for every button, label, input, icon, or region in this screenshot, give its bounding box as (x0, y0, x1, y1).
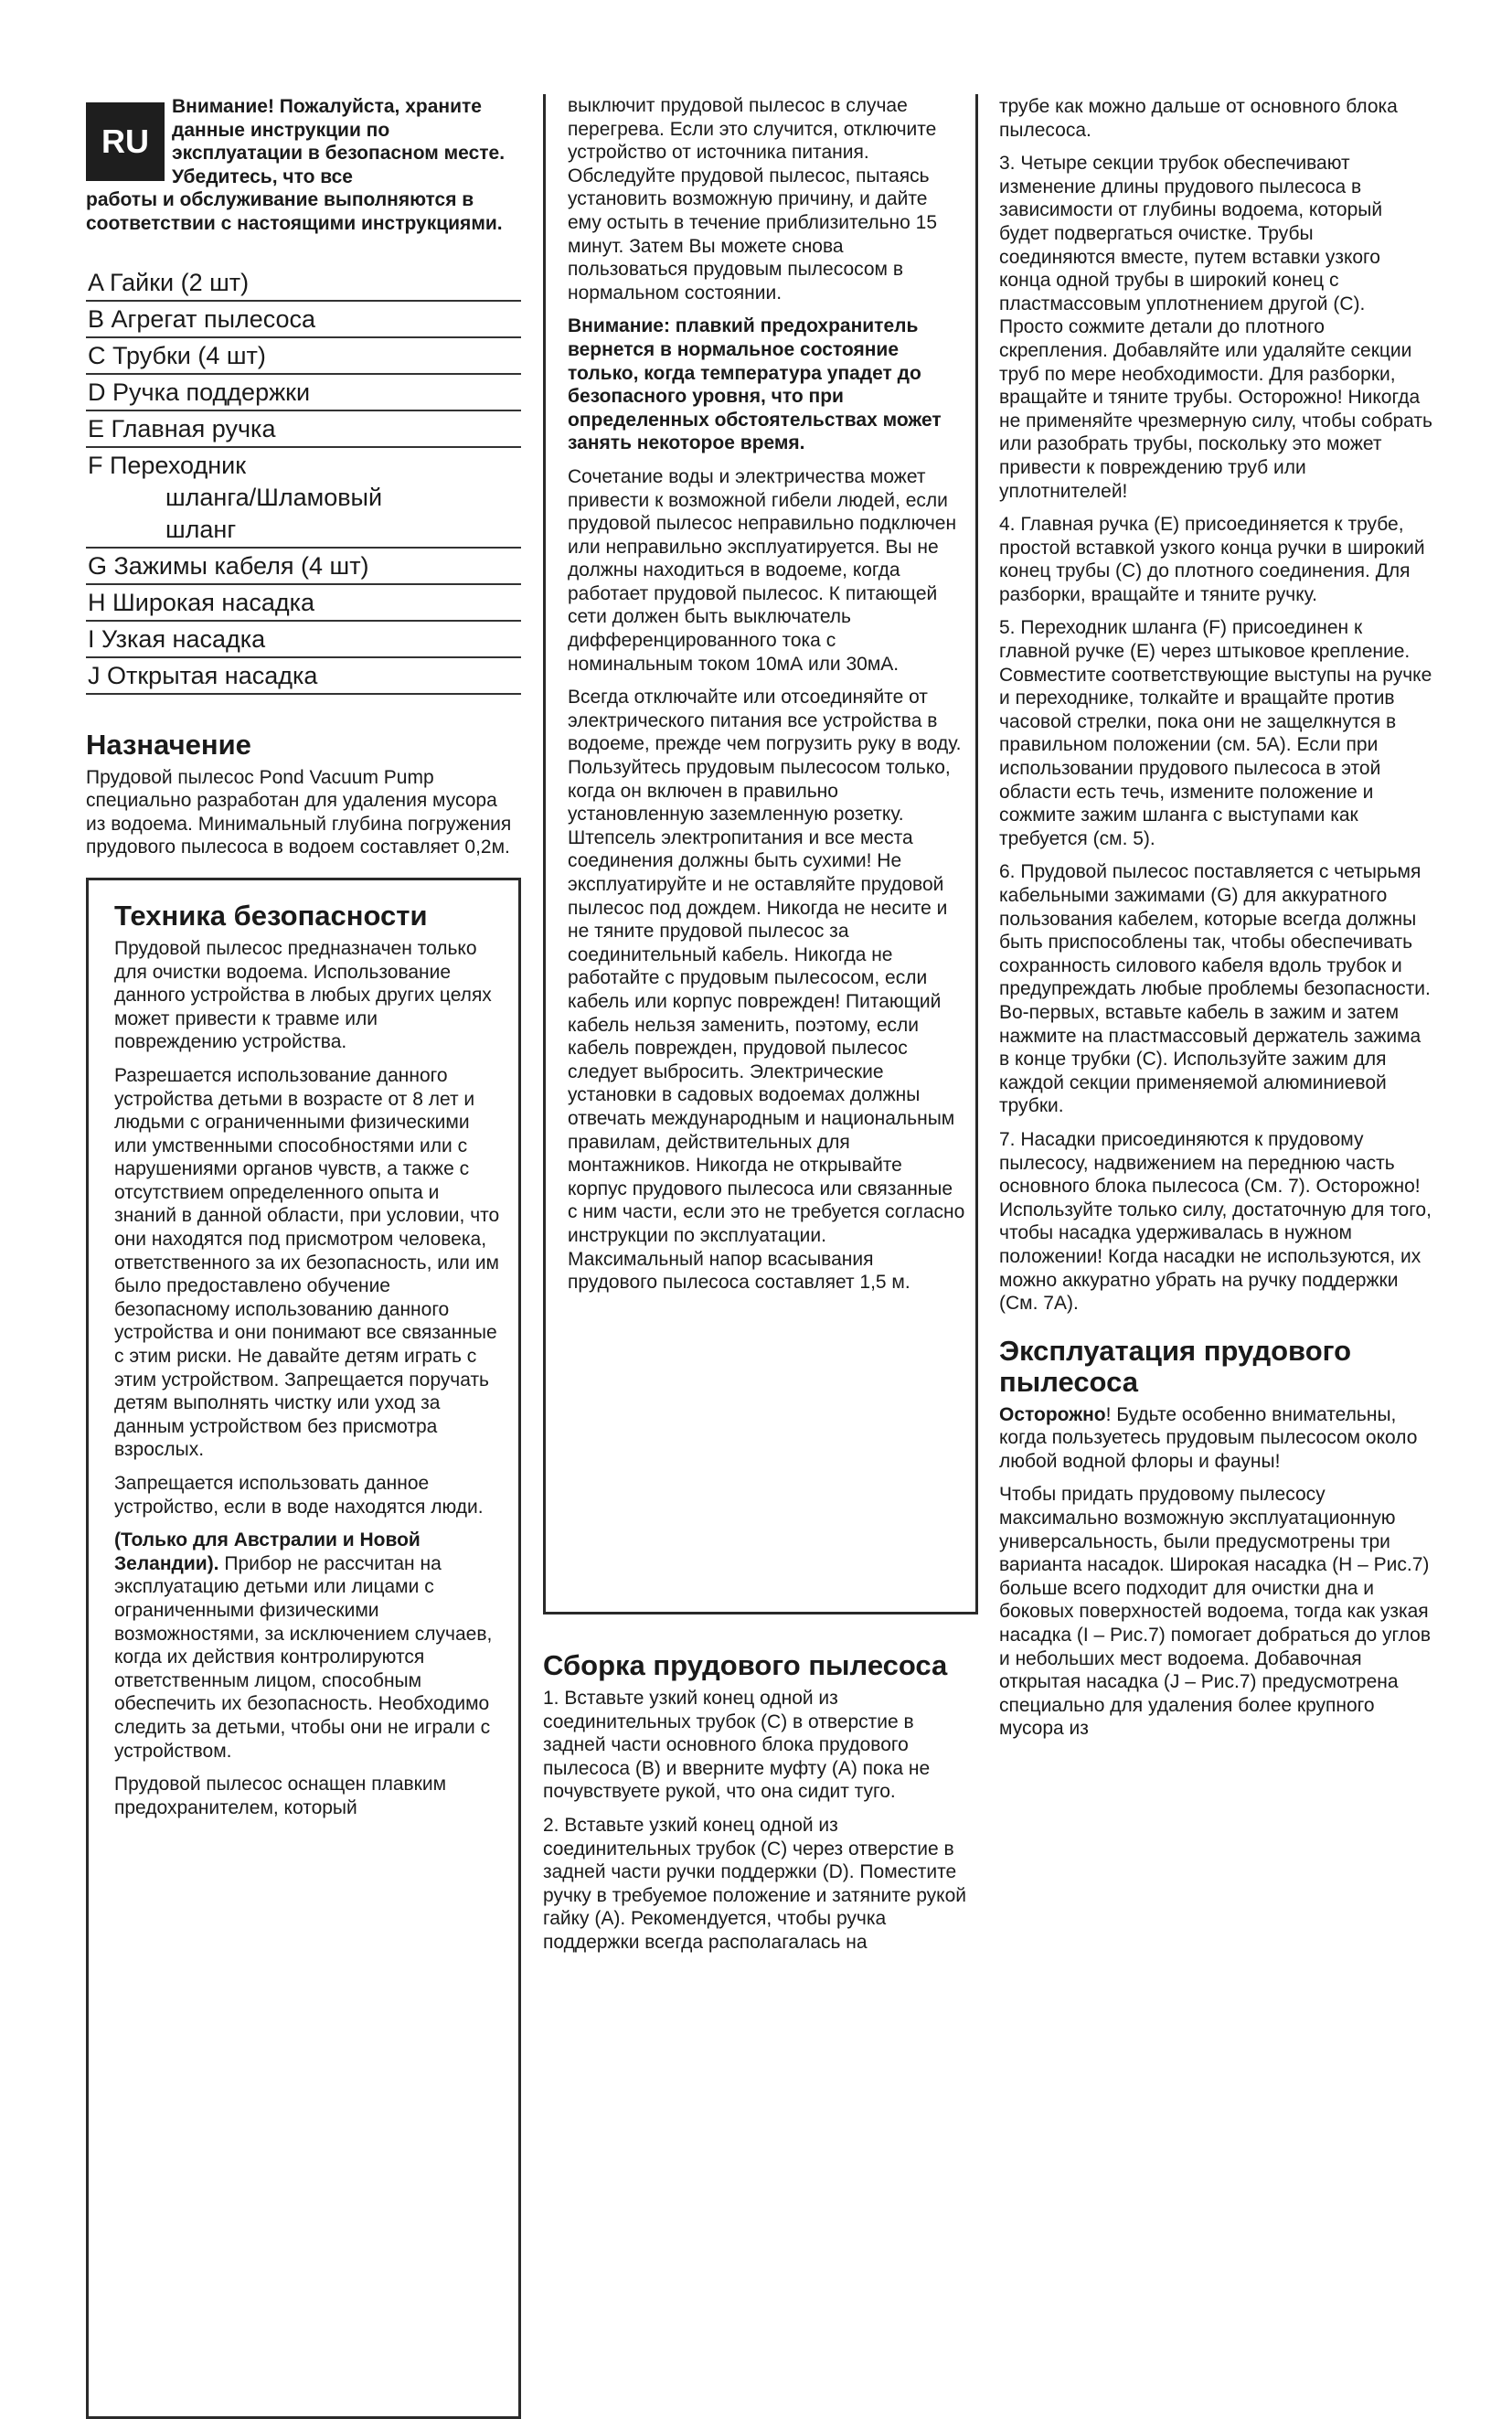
column-1 (86, 95, 521, 2419)
part-f-line3: шланг (165, 515, 237, 543)
assembly-step: 6. Прудовой пылесос поставляется с четырьмя кабельными зажимами (G) для аккуратного пользования кабелем, которые всегда должны быть приспособлены так, чтобы обеспечивать сохранность силового кабеля вдоль трубок и предупреждать любые проблемы безопасности. Во-первых, вставьте кабель в зажим и затем нажмите на пластмассовый держатель зажима в конце трубки (C). Используйте зажим для каждой секции применяемой алюминиевой трубки. (999, 861, 1431, 1117)
safety-paragraph: Запрещается использовать данное устройство, если в воде находятся люди. (114, 1473, 484, 1518)
safety-box (86, 878, 521, 2419)
safety-paragraph-au-nz (114, 1529, 502, 1763)
au-nz-label: (Только для Австралии и Новой Зеландии). (114, 1529, 421, 1574)
safety-paragraph: Сочетание воды и электричества может привести к возможной гибели людей, если прудовой пылесос неправильно подключен или неправильно эксплуатируется. Вы не должны находиться в водоеме, когда работает прудовой пылесос. К питающей сети должен быть выключатель дифференцированного тока с номинальным током 10мА или 30мА. (568, 465, 957, 675)
safety-paragraph: выключит прудовой пылесос в случае перегрева. Если это случится, отключите устройство от источника питания. Обследуйте прудовой пылесос, пытаясь установить возможную причину, и дайте ему остыть в течение приблизительно 15 минут. Затем Вы можете снова пользоваться прудовым пылесосом в нормальном состоянии. (568, 95, 938, 304)
part-item: B Агрегат пылесоса (86, 304, 521, 338)
part-f-line1: F Переходник (88, 451, 247, 479)
assembly-step: 5. Переходник шланга (F) присоединен к главной ручке (E) через штыковое крепление. Совместите соответствующие выступы на ручке и переходнике, толкайте и вращайте против часовой стрелки, пока они не защелкнутся в правильном положении (см. 5A). Если при использовании прудового пылесоса в этой области есть течь, измените положение и сожмите зажим шланга с выступами как требуется (см. 5). (999, 617, 1432, 849)
assembly-step: 4. Главная ручка (E) присоединяется к трубе, простой вставкой узкого конца ручки в широкий конец трубы (C) до плотного соединения. Для разборки, вращайте и тяните ручку. (999, 514, 1425, 605)
part-item: I Узкая насадка (86, 623, 521, 658)
assembly-step-continued: трубе как можно дальше от основного блока пылесоса. (999, 96, 1398, 141)
part-f-line2: шланга/Шламовый (165, 483, 383, 511)
operation-paragraph (999, 1403, 1434, 1474)
operation-heading: Эксплуатация прудового пылесоса (999, 1334, 1352, 1398)
caution-label: Осторожно (999, 1403, 1106, 1425)
assembly-step: 7. Насадки присоединяются к прудовому пылесосу, надвижением на переднюю часть основного блока пылесоса (См. 7). Осторожно! Используйте только силу, достаточную для того, чтобы насадка удерживалась в нужном положении! Когда насадки не используются, их можно аккуратно убрать на ручку поддержки (См. 7A). (999, 1128, 1432, 1315)
part-item: A Гайки (2 шт) (86, 267, 521, 302)
part-item: J Открытая насадка (86, 660, 521, 695)
safety-paragraph: Разрешается использование данного устройства детьми в возрасте от 8 лет и людьми с ограниченными физическими или умственными способностями или с нарушениями органов чувств, а также с отсутствием определенного опыта и знаний в данной области, при условии, что они находятся под присмотром человека, ответственного за их безопасность, или им было предоставлено обучение безопасному использованию данного устройства и они понимают все связанные с этим риски. Не давайте детям играть с этим устройством. Запрещается поручать детям выполнять чистку или уход за данным устройством без присмотра взрослых. (114, 1064, 500, 1461)
part-item: D Ручка поддержки (86, 377, 521, 411)
part-item: G Зажимы кабеля (4 шт) (86, 550, 521, 585)
safety-paragraph: Всегда отключайте или отсоединяйте от электрического питания все устройства в водоеме, прежде чем погрузить руку в воду. Пользуйтесь прудовым пылесосом только, когда он включен в правильно установленную заземленную розетку. Штепсель электропитания и все места соединения должны быть сухими! Не эксплуатируйте и не оставляйте прудовой пылесос под дождем. Никогда не несите и не тяните прудовой пылесос за соединительный кабель. Никогда не работайте с прудовым пылесосом, если кабель или корпус поврежден! Питающий кабель нельзя заменить, поэтому, если кабель поврежден, прудовой пылесос следует выбросить. Электрические установки в садовых водоемах должны отвечать международным и национальным правилам, действительных для монтажников. Никогда не открывайте корпус прудового пылесоса или связанные с ним части, если это не требуется согласно инструкции по эксплуатации. Максимальный напор всасывания прудового пылесоса составляет 1,5 м. (568, 687, 965, 1294)
warning-text-continued: работы и обслуживание выполняются в соответствии с настоящими инструкциями. (86, 189, 503, 234)
au-nz-text: Прибор не рассчитан на эксплуатацию детьми или лицами с ограниченными физическими возможностями, за исключением случаев, когда их действия контролируются ответственным лицом, способным обеспечить их безопасность. Необходимо следить за детьми, чтобы они не играли с устройством. (114, 1552, 493, 1762)
operation-paragraph: Чтобы придать прудовому пылесосу максимально возможную эксплуатационную универсальность, были предусмотрены три варианта насадок. Широкая насадка (H – Рис.7) больше всего подходит для очистки дна и боковых поверхностей водоема, тогда как узкая насадка (I – Рис.7) помогает добраться до углов и небольших мест водоема. Добавочная открытая насадка (J – Рис.7) предусмотрена специально для удаления более крупного мусора из (999, 1484, 1432, 1740)
safety-paragraph: Прудовой пылесос предназначен только для очистки водоема. Использование данного устройства в любых других целях может привести к травме или повреждению устройства. (114, 937, 492, 1053)
fuse-warning: Внимание: плавкий предохранитель вернется в нормальное состояние только, когда температура упадет до безопасного уровня, что при определенных обстоятельствах может занять некоторое время. (568, 315, 942, 454)
safety-paragraph: Прудовой пылесос оснащен плавким предохранителем, который (114, 1774, 447, 1818)
assembly-heading: Сборка прудового пылесоса (543, 1649, 948, 1681)
assembly-step: 2. Вставьте узкий конец одной из соединительных трубок (C) через отверстие в задней части ручки поддержки (D). Поместите ручку в требуемое положение и затяните рукой гайку (A). Рекомендуется, чтобы ручка поддержки всегда располагалась на (543, 1814, 967, 1953)
column-2 (543, 95, 978, 1965)
safety-heading: Техника безопасности (114, 899, 428, 932)
purpose-text: Прудовой пылесос Pond Vacuum Pump специально разработан для удаления мусора из водоема. Минимальный глубина погружения прудового пылесоса в водоем составляет 0,2м. (86, 766, 512, 858)
safety-box-continued (543, 94, 978, 1614)
part-item: C Трубки (4 шт) (86, 340, 521, 375)
purpose-heading: Назначение (86, 728, 251, 761)
assembly-step: 1. Вставьте узкий конец одной из соединительных трубок (C) в отверстие в задней части основного блока прудового пылесоса (B) и вверните муфту (A) пока не почувствуете рукой, что она сидит туго. (543, 1688, 931, 1803)
warning-header (86, 95, 521, 188)
part-item: H Широкая насадка (86, 587, 521, 622)
language-badge: RU (86, 102, 165, 181)
parts-list (86, 267, 521, 695)
caution-text: ! Будьте особенно внимательны, когда пользуетесь прудовым пылесосом около любой водной флоры и фауны! (999, 1403, 1418, 1472)
part-item (86, 450, 521, 549)
column-3 (999, 95, 1434, 1751)
warning-text: Внимание! Пожалуйста, храните данные инструкции по эксплуатации в безопасном месте. Убедитесь, что все (172, 96, 506, 187)
assembly-step: 3. Четыре секции трубок обеспечивают изменение длины прудового пылесоса в зависимости от глубины водоема, который будет подвергаться очистке. Трубы соединяются вместе, путем вставки узкого конца одной трубы в широкий конец с пластмассовым уплотнением другой (C). Просто сожмите детали до плотного скрепления. Добавляйте или удаляйте секции труб по мере необходимости. Для разборки, вращайте и тяните трубы. Осторожно! Никогда не применяйте чрезмерную силу, чтобы собрать или разобрать трубы, поскольку это может привести к повреждению труб или уплотнителей! (999, 153, 1432, 502)
part-item: E Главная ручка (86, 413, 521, 448)
